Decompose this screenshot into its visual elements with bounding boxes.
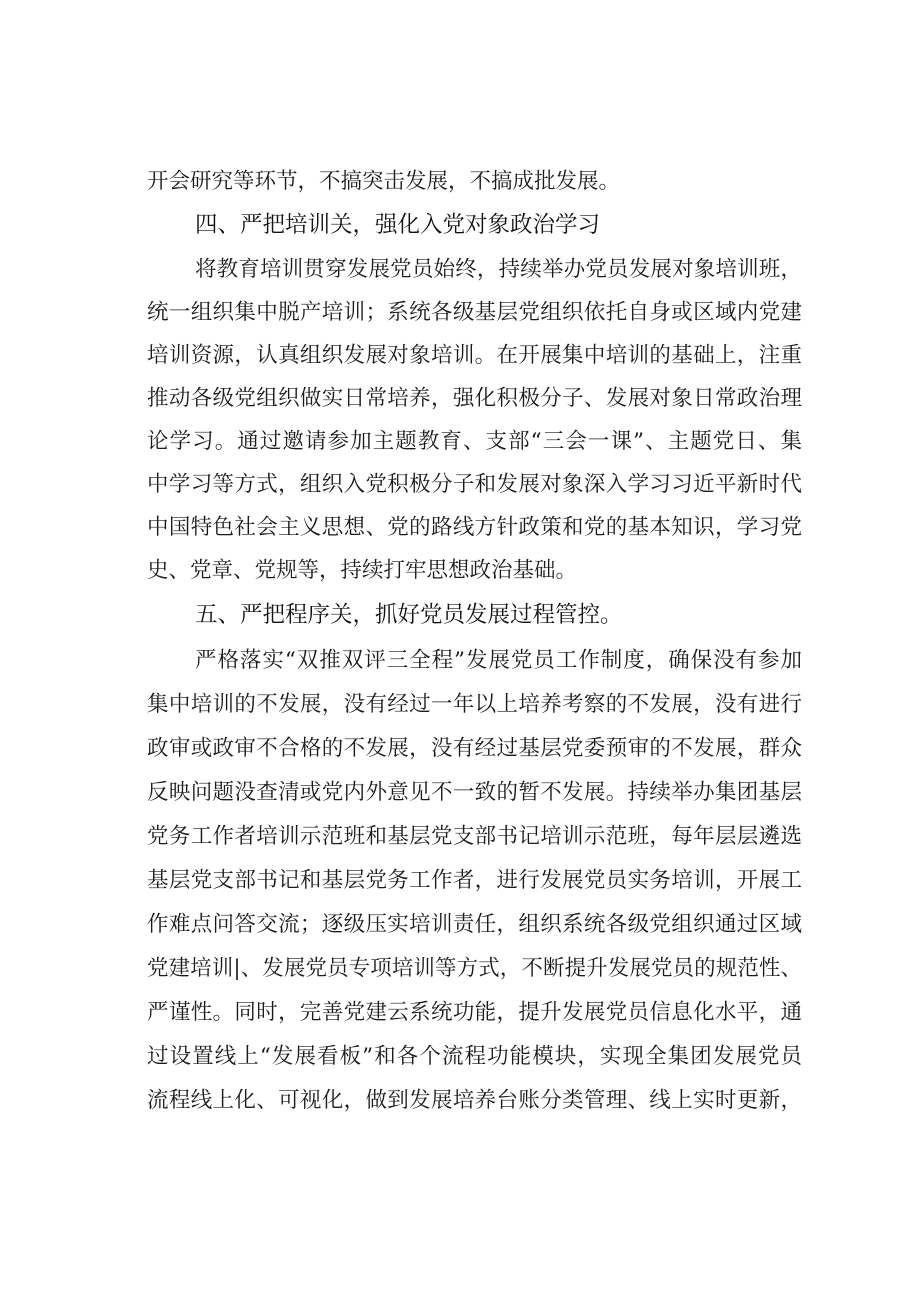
paragraph-line: 论学习。通过邀请参加主题教育、支部“三会一课”、主题党日、集 [147, 429, 802, 454]
paragraph-line: 反映问题没查清或党内外意见不一致的暂不发展。持续举办集团基层 [147, 780, 802, 805]
section-heading-5: 五、严把程序关，抓好党员发展过程管控。 [195, 602, 623, 628]
paragraph-line: 中学习等方式，组织入党积极分子和发展对象深入学习习近平新时代 [147, 472, 802, 497]
paragraph-line: 基层党支部书记和基层党务工作者，进行发展党员实务培训，开展工 [147, 868, 802, 893]
section-heading-4: 四、严把培训关，强化入党对象政治学习 [195, 212, 601, 238]
paragraph-line: 推动各级党组织做实日常培养，强化积极分子、发展对象日常政治理 [147, 386, 802, 411]
paragraph-line: 政审或政审不合格的不发展，没有经过基层党委预审的不发展，群众 [147, 736, 802, 761]
paragraph-line: 过设置线上“发展看板”和各个流程功能模块，实现全集团发展党员 [147, 1044, 802, 1069]
paragraph-line: 开会研究等环节，不搞突击发展，不搞成批发展。 [147, 169, 621, 194]
paragraph-line: 将教育培训贯穿发展党员始终，持续举办党员发展对象培训班， [195, 257, 802, 282]
paragraph-line: 培训资源，认真组织发展对象培训。在开展集中培训的基础上，注重 [147, 343, 802, 368]
paragraph-line: 党建培训|、发展党员专项培训等方式，不断提升发展党员的规范性、 [147, 956, 802, 981]
paragraph-line: 流程线上化、可视化，做到发展培养台账分类管理、线上实时更新， [147, 1088, 802, 1113]
paragraph-line: 严格落实“双推双评三全程”发展党员工作制度，确保没有参加 [195, 648, 802, 673]
paragraph-line: 中国特色社会主义思想、党的路线方针政策和党的基本知识，学习党 [147, 515, 802, 540]
paragraph-line: 统一组织集中脱产培训；系统各级基层党组织依托自身或区域内党建 [147, 300, 802, 325]
paragraph-line: 集中培训的不发展，没有经过一年以上培养考察的不发展，没有进行 [147, 692, 802, 717]
paragraph-line: 党务工作者培训示范班和基层党支部书记培训示范班，每年层层遴选 [147, 824, 802, 849]
paragraph-line: 作难点问答交流；逐级压实培训责任，组织系统各级党组织通过区域 [147, 912, 802, 937]
paragraph-line: 史、党章、党规等，持续打牢思想政治基础。 [147, 558, 578, 583]
paragraph-line: 严谨性。同时，完善党建云系统功能，提升发展党员信息化水平，通 [147, 1000, 802, 1025]
